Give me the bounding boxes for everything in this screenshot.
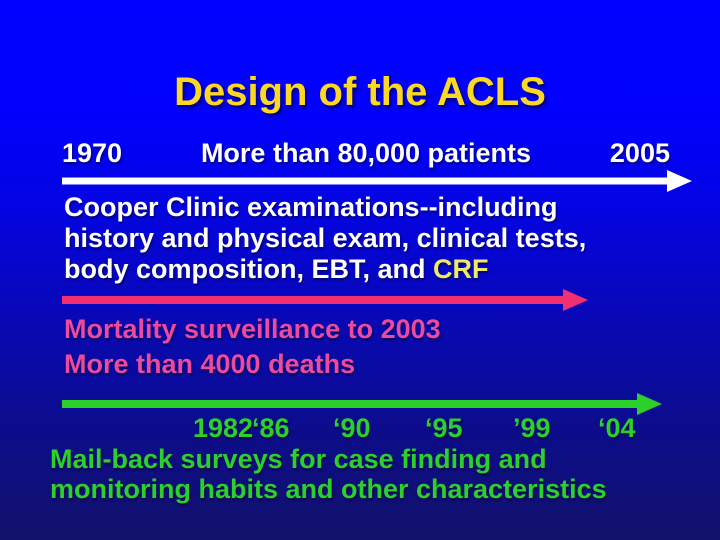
exam-line-2: history and physical exam, clinical tests, xyxy=(64,223,587,253)
deaths-count-text: More than 4000 deaths xyxy=(64,349,356,379)
crf-highlight: CRF xyxy=(433,254,489,284)
timeline-start-year: 1970 xyxy=(62,138,123,168)
mailback-line-2: monitoring habits and other characteristics xyxy=(50,474,607,504)
examinations-text-block xyxy=(64,192,586,285)
arrow-head-icon xyxy=(667,170,692,192)
slide-title: Design of the ACLS xyxy=(174,70,546,114)
patients-timeline-arrow xyxy=(62,169,692,193)
survey-year: ‘86 xyxy=(252,413,290,443)
survey-year: ‘04 xyxy=(598,413,636,443)
mailback-line-1: Mail-back surveys for case finding and xyxy=(50,444,547,474)
survey-year: ’99 xyxy=(513,413,551,443)
mortality-surveillance-text: Mortality surveillance to 2003 xyxy=(64,314,441,344)
arrow-shaft xyxy=(62,400,642,408)
arrow-head-icon xyxy=(563,289,588,311)
survey-years-row xyxy=(0,413,720,445)
exam-line-3-prefix: body composition, EBT, and xyxy=(64,254,434,284)
survey-year: ‘95 xyxy=(425,413,463,443)
survey-year: ‘90 xyxy=(333,413,371,443)
exam-line-3 xyxy=(64,254,586,285)
exam-line-1: Cooper Clinic examinations--including xyxy=(64,192,558,222)
patients-timeline-row xyxy=(62,138,670,169)
examinations-period-arrow xyxy=(62,288,588,312)
survey-year: 1982 xyxy=(193,413,254,443)
arrow-shaft xyxy=(62,296,568,304)
arrow-head-icon xyxy=(637,393,662,415)
patients-count-label: More than 80,000 patients xyxy=(200,138,532,168)
timeline-end-year: 2005 xyxy=(609,138,670,168)
mailback-surveys-text-block xyxy=(50,444,607,504)
arrow-shaft xyxy=(62,178,672,185)
